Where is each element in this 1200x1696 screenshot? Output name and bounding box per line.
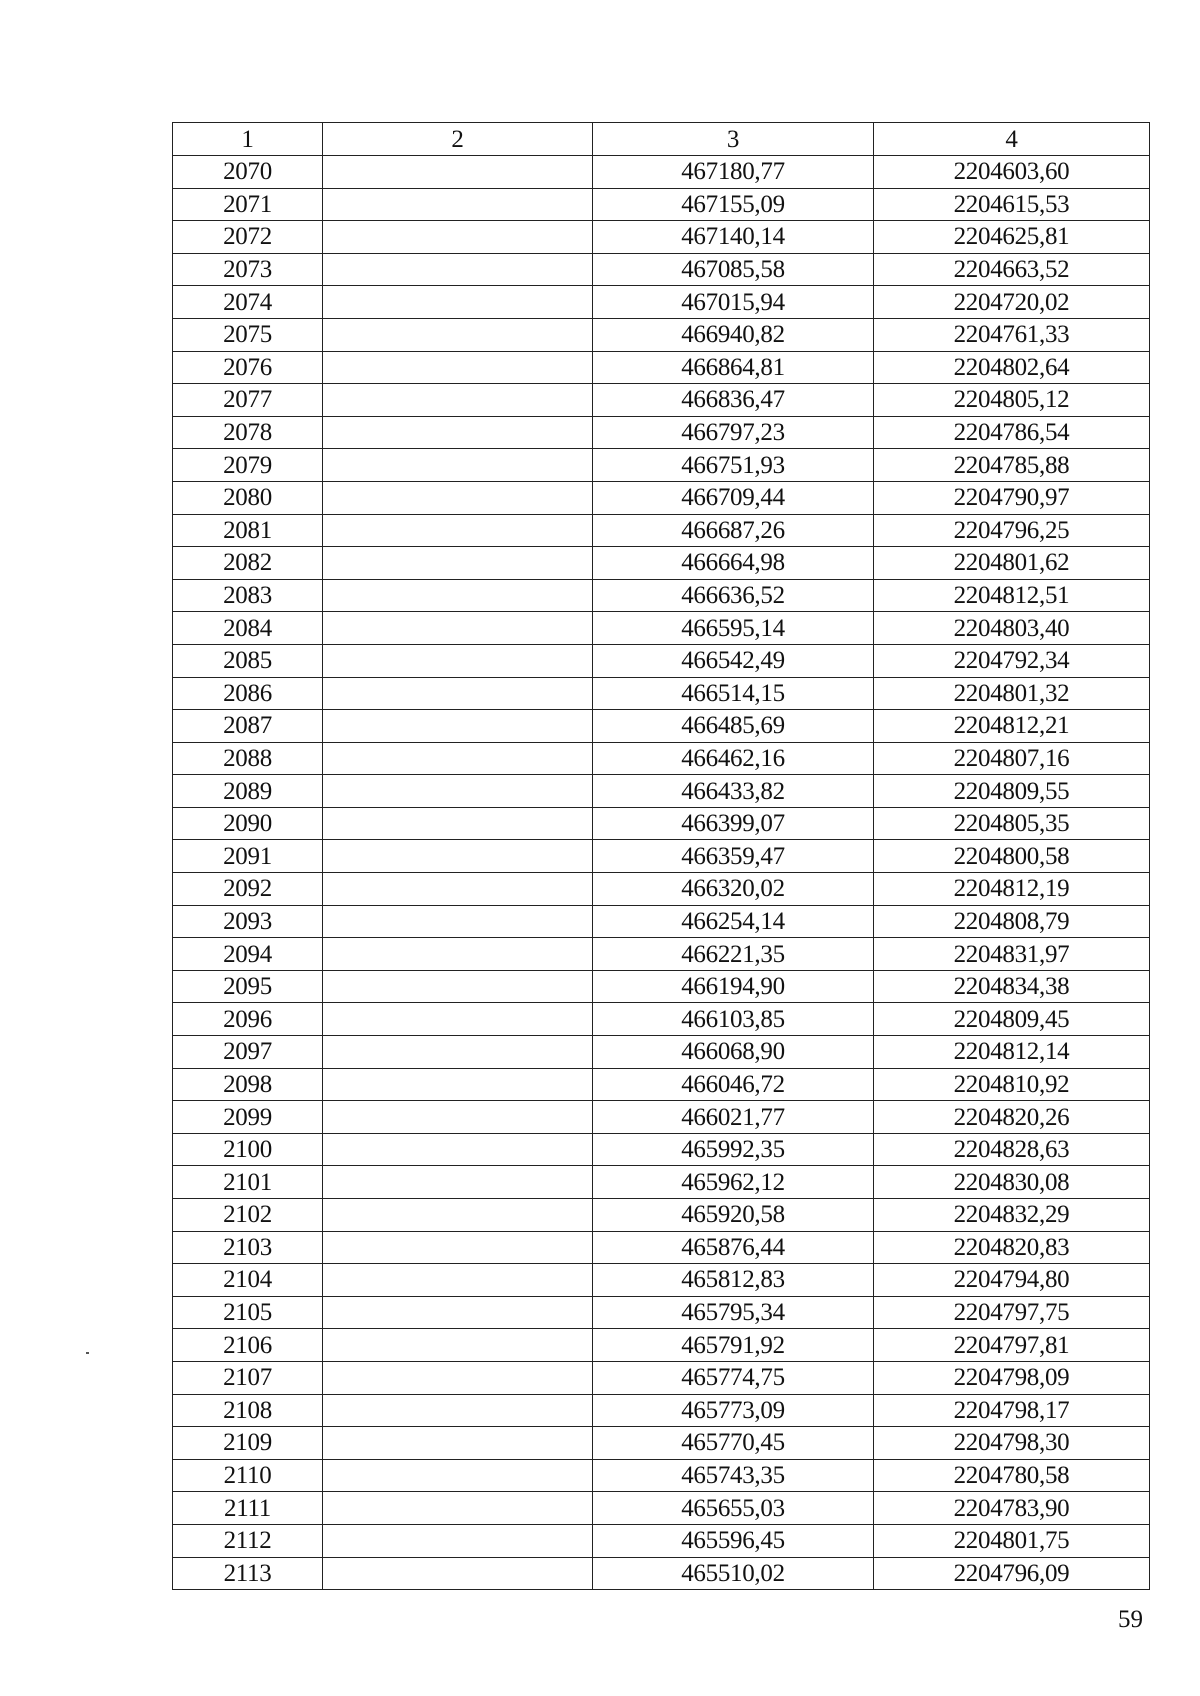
table-row [173,775,1150,808]
x-coordinate-cell: 465774,75 [593,1361,874,1394]
y-coordinate-cell: 2204809,55 [874,775,1150,808]
description-cell [323,1329,593,1362]
description-cell [323,1264,593,1297]
point-number-cell: 2108 [173,1394,323,1427]
y-coordinate-cell: 2204761,33 [874,318,1150,351]
y-coordinate-cell: 2204805,12 [874,384,1150,417]
x-coordinate-cell: 465876,44 [593,1231,874,1264]
description-cell [323,1199,593,1232]
table-row [173,677,1150,710]
x-coordinate-cell: 465655,03 [593,1492,874,1525]
y-coordinate-cell: 2204790,97 [874,481,1150,514]
y-coordinate-cell: 2204809,45 [874,1003,1150,1036]
x-coordinate-cell: 466709,44 [593,481,874,514]
point-number-cell: 2097 [173,1036,323,1069]
description-cell [323,156,593,189]
table-row [173,905,1150,938]
y-coordinate-cell: 2204812,19 [874,873,1150,906]
y-coordinate-cell: 2204828,63 [874,1133,1150,1166]
x-coordinate-cell: 467140,14 [593,221,874,254]
description-cell [323,579,593,612]
description-cell [323,1231,593,1264]
table-row [173,253,1150,286]
y-coordinate-cell: 2204820,26 [874,1101,1150,1134]
table-body [173,156,1150,1590]
x-coordinate-cell: 467180,77 [593,156,874,189]
x-coordinate-cell: 466836,47 [593,384,874,417]
y-coordinate-cell: 2204805,35 [874,807,1150,840]
description-cell [323,286,593,319]
description-cell [323,253,593,286]
y-coordinate-cell: 2204792,34 [874,644,1150,677]
point-number-cell: 2101 [173,1166,323,1199]
point-number-cell: 2107 [173,1361,323,1394]
point-number-cell: 2077 [173,384,323,417]
table-row [173,1264,1150,1297]
table-row [173,612,1150,645]
description-cell [323,677,593,710]
description-cell [323,1361,593,1394]
point-number-cell: 2091 [173,840,323,873]
point-number-cell: 2082 [173,547,323,580]
point-number-cell: 2113 [173,1557,323,1590]
y-coordinate-cell: 2204603,60 [874,156,1150,189]
y-coordinate-cell: 2204663,52 [874,253,1150,286]
table-row [173,481,1150,514]
point-number-cell: 2105 [173,1296,323,1329]
point-number-cell: 2090 [173,807,323,840]
coordinates-table [172,122,1150,1590]
y-coordinate-cell: 2204801,75 [874,1524,1150,1557]
point-number-cell: 2089 [173,775,323,808]
point-number-cell: 2083 [173,579,323,612]
x-coordinate-cell: 466542,49 [593,644,874,677]
point-number-cell: 2096 [173,1003,323,1036]
x-coordinate-cell: 466046,72 [593,1068,874,1101]
table-row [173,351,1150,384]
description-cell [323,1133,593,1166]
x-coordinate-cell: 466514,15 [593,677,874,710]
column-header-3: 3 [593,123,874,156]
point-number-cell: 2085 [173,644,323,677]
description-cell [323,710,593,743]
point-number-cell: 2086 [173,677,323,710]
table-row [173,1231,1150,1264]
y-coordinate-cell: 2204796,09 [874,1557,1150,1590]
point-number-cell: 2078 [173,416,323,449]
x-coordinate-cell: 466320,02 [593,873,874,906]
description-cell [323,840,593,873]
y-coordinate-cell: 2204798,30 [874,1427,1150,1460]
point-number-cell: 2094 [173,938,323,971]
point-number-cell: 2079 [173,449,323,482]
table-row [173,938,1150,971]
description-cell [323,481,593,514]
point-number-cell: 2080 [173,481,323,514]
y-coordinate-cell: 2204798,17 [874,1394,1150,1427]
point-number-cell: 2103 [173,1231,323,1264]
y-coordinate-cell: 2204785,88 [874,449,1150,482]
table-row [173,1036,1150,1069]
y-coordinate-cell: 2204803,40 [874,612,1150,645]
table-row [173,579,1150,612]
x-coordinate-cell: 467155,09 [593,188,874,221]
y-coordinate-cell: 2204798,09 [874,1361,1150,1394]
description-cell [323,1003,593,1036]
description-cell [323,644,593,677]
point-number-cell: 2075 [173,318,323,351]
point-number-cell: 2102 [173,1199,323,1232]
y-coordinate-cell: 2204834,38 [874,970,1150,1003]
y-coordinate-cell: 2204810,92 [874,1068,1150,1101]
point-number-cell: 2095 [173,970,323,1003]
column-header-1: 1 [173,123,323,156]
point-number-cell: 2111 [173,1492,323,1525]
description-cell [323,612,593,645]
y-coordinate-cell: 2204780,58 [874,1459,1150,1492]
x-coordinate-cell: 466254,14 [593,905,874,938]
description-cell [323,938,593,971]
table-row [173,1492,1150,1525]
table-row [173,1459,1150,1492]
description-cell [323,351,593,384]
margin-mark [86,1352,89,1354]
table-row [173,1166,1150,1199]
x-coordinate-cell: 467085,58 [593,253,874,286]
table-row [173,188,1150,221]
x-coordinate-cell: 465773,09 [593,1394,874,1427]
table-row [173,873,1150,906]
description-cell [323,1166,593,1199]
description-cell [323,514,593,547]
point-number-cell: 2098 [173,1068,323,1101]
y-coordinate-cell: 2204812,21 [874,710,1150,743]
y-coordinate-cell: 2204625,81 [874,221,1150,254]
description-cell [323,1101,593,1134]
y-coordinate-cell: 2204812,14 [874,1036,1150,1069]
table-header-row [173,123,1150,156]
point-number-cell: 2109 [173,1427,323,1460]
table-row [173,384,1150,417]
y-coordinate-cell: 2204797,81 [874,1329,1150,1362]
description-cell [323,1036,593,1069]
point-number-cell: 2099 [173,1101,323,1134]
x-coordinate-cell: 465962,12 [593,1166,874,1199]
table-row [173,807,1150,840]
table-row [173,1068,1150,1101]
point-number-cell: 2087 [173,710,323,743]
x-coordinate-cell: 466485,69 [593,710,874,743]
x-coordinate-cell: 466433,82 [593,775,874,808]
x-coordinate-cell: 467015,94 [593,286,874,319]
point-number-cell: 2072 [173,221,323,254]
x-coordinate-cell: 466068,90 [593,1036,874,1069]
y-coordinate-cell: 2204796,25 [874,514,1150,547]
table-row [173,1557,1150,1590]
x-coordinate-cell: 466687,26 [593,514,874,547]
x-coordinate-cell: 465791,92 [593,1329,874,1362]
description-cell [323,1492,593,1525]
y-coordinate-cell: 2204812,51 [874,579,1150,612]
description-cell [323,547,593,580]
table-row [173,1199,1150,1232]
column-header-4: 4 [874,123,1150,156]
x-coordinate-cell: 465920,58 [593,1199,874,1232]
y-coordinate-cell: 2204808,79 [874,905,1150,938]
description-cell [323,1557,593,1590]
description-cell [323,970,593,1003]
y-coordinate-cell: 2204802,64 [874,351,1150,384]
x-coordinate-cell: 466103,85 [593,1003,874,1036]
table-row [173,840,1150,873]
y-coordinate-cell: 2204832,29 [874,1199,1150,1232]
table-row [173,156,1150,189]
x-coordinate-cell: 465770,45 [593,1427,874,1460]
point-number-cell: 2084 [173,612,323,645]
x-coordinate-cell: 466751,93 [593,449,874,482]
x-coordinate-cell: 466664,98 [593,547,874,580]
x-coordinate-cell: 466462,16 [593,742,874,775]
point-number-cell: 2106 [173,1329,323,1362]
point-number-cell: 2093 [173,905,323,938]
description-cell [323,873,593,906]
table-row [173,710,1150,743]
x-coordinate-cell: 466194,90 [593,970,874,1003]
description-cell [323,221,593,254]
x-coordinate-cell: 465743,35 [593,1459,874,1492]
description-cell [323,384,593,417]
y-coordinate-cell: 2204794,80 [874,1264,1150,1297]
description-cell [323,905,593,938]
point-number-cell: 2071 [173,188,323,221]
table-row [173,1427,1150,1460]
table-row [173,1329,1150,1362]
description-cell [323,1524,593,1557]
point-number-cell: 2110 [173,1459,323,1492]
y-coordinate-cell: 2204820,83 [874,1231,1150,1264]
table-row [173,286,1150,319]
point-number-cell: 2073 [173,253,323,286]
point-number-cell: 2074 [173,286,323,319]
x-coordinate-cell: 465795,34 [593,1296,874,1329]
y-coordinate-cell: 2204800,58 [874,840,1150,873]
y-coordinate-cell: 2204831,97 [874,938,1150,971]
description-cell [323,449,593,482]
point-number-cell: 2112 [173,1524,323,1557]
x-coordinate-cell: 465812,83 [593,1264,874,1297]
y-coordinate-cell: 2204807,16 [874,742,1150,775]
table-row [173,221,1150,254]
x-coordinate-cell: 465510,02 [593,1557,874,1590]
table-row [173,1133,1150,1166]
point-number-cell: 2081 [173,514,323,547]
x-coordinate-cell: 466595,14 [593,612,874,645]
x-coordinate-cell: 466940,82 [593,318,874,351]
page-number: 59 [1118,1606,1143,1633]
x-coordinate-cell: 465992,35 [593,1133,874,1166]
y-coordinate-cell: 2204801,32 [874,677,1150,710]
table-row [173,1101,1150,1134]
y-coordinate-cell: 2204830,08 [874,1166,1150,1199]
table-row [173,1524,1150,1557]
table-row [173,1394,1150,1427]
description-cell [323,1296,593,1329]
x-coordinate-cell: 466636,52 [593,579,874,612]
table-row [173,449,1150,482]
y-coordinate-cell: 2204801,62 [874,547,1150,580]
x-coordinate-cell: 466221,35 [593,938,874,971]
point-number-cell: 2076 [173,351,323,384]
x-coordinate-cell: 466359,47 [593,840,874,873]
y-coordinate-cell: 2204720,02 [874,286,1150,319]
description-cell [323,807,593,840]
point-number-cell: 2092 [173,873,323,906]
table-row [173,742,1150,775]
description-cell [323,1427,593,1460]
description-cell [323,416,593,449]
y-coordinate-cell: 2204615,53 [874,188,1150,221]
table-row [173,547,1150,580]
y-coordinate-cell: 2204786,54 [874,416,1150,449]
description-cell [323,318,593,351]
x-coordinate-cell: 465596,45 [593,1524,874,1557]
description-cell [323,1394,593,1427]
description-cell [323,775,593,808]
table-row [173,1361,1150,1394]
description-cell [323,1459,593,1492]
description-cell [323,1068,593,1101]
column-header-2: 2 [323,123,593,156]
point-number-cell: 2100 [173,1133,323,1166]
table-row [173,970,1150,1003]
table-row [173,1003,1150,1036]
description-cell [323,742,593,775]
x-coordinate-cell: 466797,23 [593,416,874,449]
table-row [173,514,1150,547]
x-coordinate-cell: 466399,07 [593,807,874,840]
x-coordinate-cell: 466021,77 [593,1101,874,1134]
point-number-cell: 2104 [173,1264,323,1297]
point-number-cell: 2070 [173,156,323,189]
table-row [173,416,1150,449]
y-coordinate-cell: 2204783,90 [874,1492,1150,1525]
table-row [173,644,1150,677]
table-row [173,318,1150,351]
point-number-cell: 2088 [173,742,323,775]
table-row [173,1296,1150,1329]
description-cell [323,188,593,221]
y-coordinate-cell: 2204797,75 [874,1296,1150,1329]
x-coordinate-cell: 466864,81 [593,351,874,384]
